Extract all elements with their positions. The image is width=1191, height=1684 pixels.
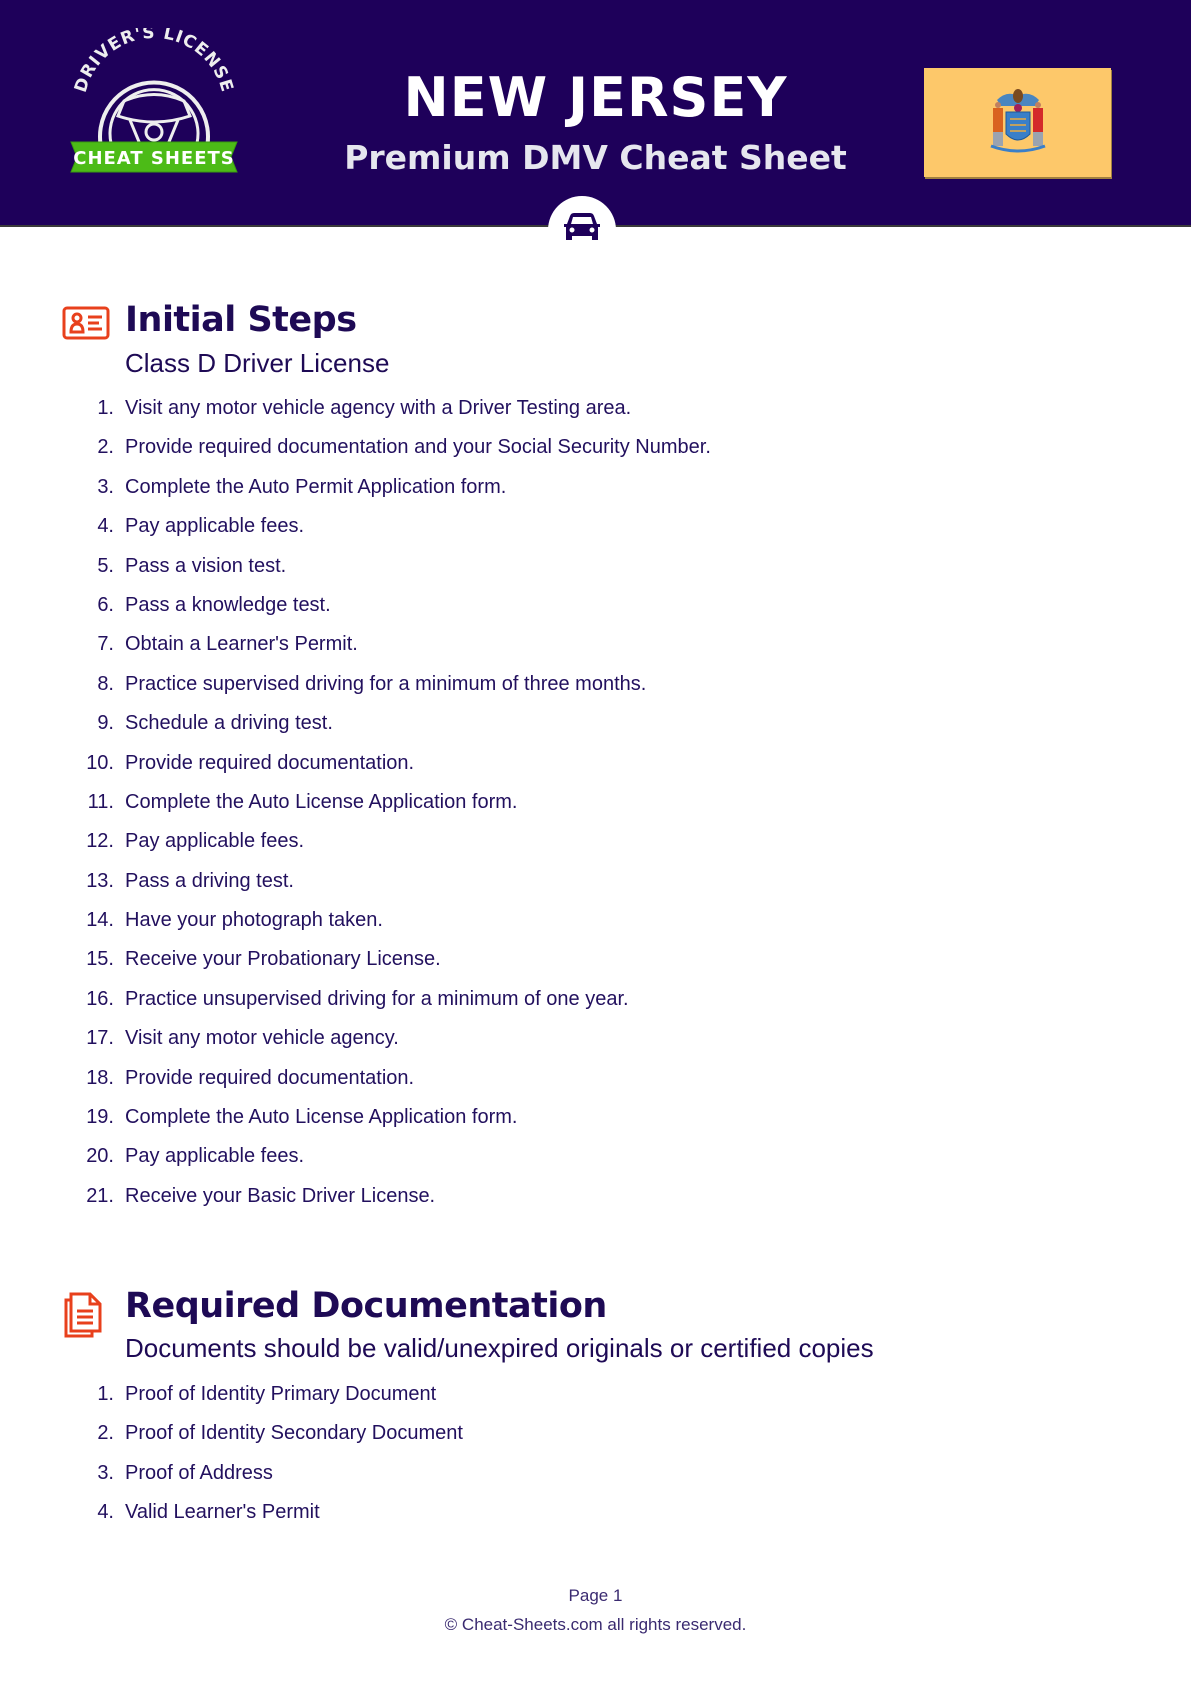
new-jersey-flag [924,68,1111,177]
page-subtitle: Premium DMV Cheat Sheet [344,138,847,177]
list-item: 16. Practice unsupervised driving for a minimum of one year. [86,987,629,1010]
list-item: 12. Pay applicable fees. [86,830,305,853]
list-item: 5. Pass a vision test. [97,554,287,577]
list-item: 6. Pass a knowledge test. [97,593,331,616]
section-title: Initial Steps [125,300,357,340]
list-item: 8. Practice supervised driving for a minimum of three months. [97,672,647,695]
header-banner [0,0,1191,227]
section-subtitle: Class D Driver License [125,348,390,378]
car-badge [548,196,616,264]
initial-steps-list [0,397,1191,1224]
svg-text:DRIVER'S LICENSE: DRIVER'S LICENSE [70,28,238,95]
list-item: 4. Valid Learner's Permit [97,1501,320,1524]
list-item: 3. Complete the Auto Permit Application form. [97,475,507,498]
list-item: 2. Proof of Identity Secondary Document [97,1422,463,1445]
list-item: 18. Provide required documentation. [86,1066,415,1089]
list-item: 19. Complete the Auto License Application form. [86,1106,518,1129]
list-item: 15. Receive your Probationary License. [86,948,441,971]
list-item: 1. Visit any motor vehicle agency with a Driver Testing area. [97,397,632,419]
list-item: 1. Proof of Identity Primary Document [97,1383,437,1405]
list-item: 2. Provide required documentation and your Social Security Number. [97,436,711,459]
page-number: Page 1 [568,1586,623,1605]
copyright-notice: © Cheat-Sheets.com all rights reserved. [444,1615,747,1634]
list-item: 7. Obtain a Learner's Permit. [97,633,358,656]
required-documents-list [0,1383,1191,1541]
list-item: 13. Pass a driving test. [86,869,294,892]
list-item: 11. Complete the Auto License Application form. [87,790,518,813]
list-item: 14. Have your photograph taken. [86,909,383,932]
list-item: 3. Proof of Address [97,1461,273,1484]
id-card-icon [62,306,110,340]
list-item: 21. Receive your Basic Driver License. [86,1184,436,1207]
list-item: 20. Pay applicable fees. [86,1145,305,1168]
state-seal-icon [987,86,1049,158]
list-item: 10. Provide required documentation. [86,751,415,774]
list-item: 4. Pay applicable fees. [97,515,305,538]
list-item: 9. Schedule a driving test. [97,712,333,735]
list-item: 17. Visit any motor vehicle agency. [86,1027,399,1050]
section-title: Required Documentation [125,1286,607,1326]
page-title: NEW JERSEY [403,66,788,129]
section-subtitle: Documents should be valid/unexpired originals or certified copies [125,1333,874,1363]
documents-icon [62,1292,104,1338]
car-icon [562,212,602,244]
svg-text:CHEAT SHEETS: CHEAT SHEETS [73,148,235,169]
